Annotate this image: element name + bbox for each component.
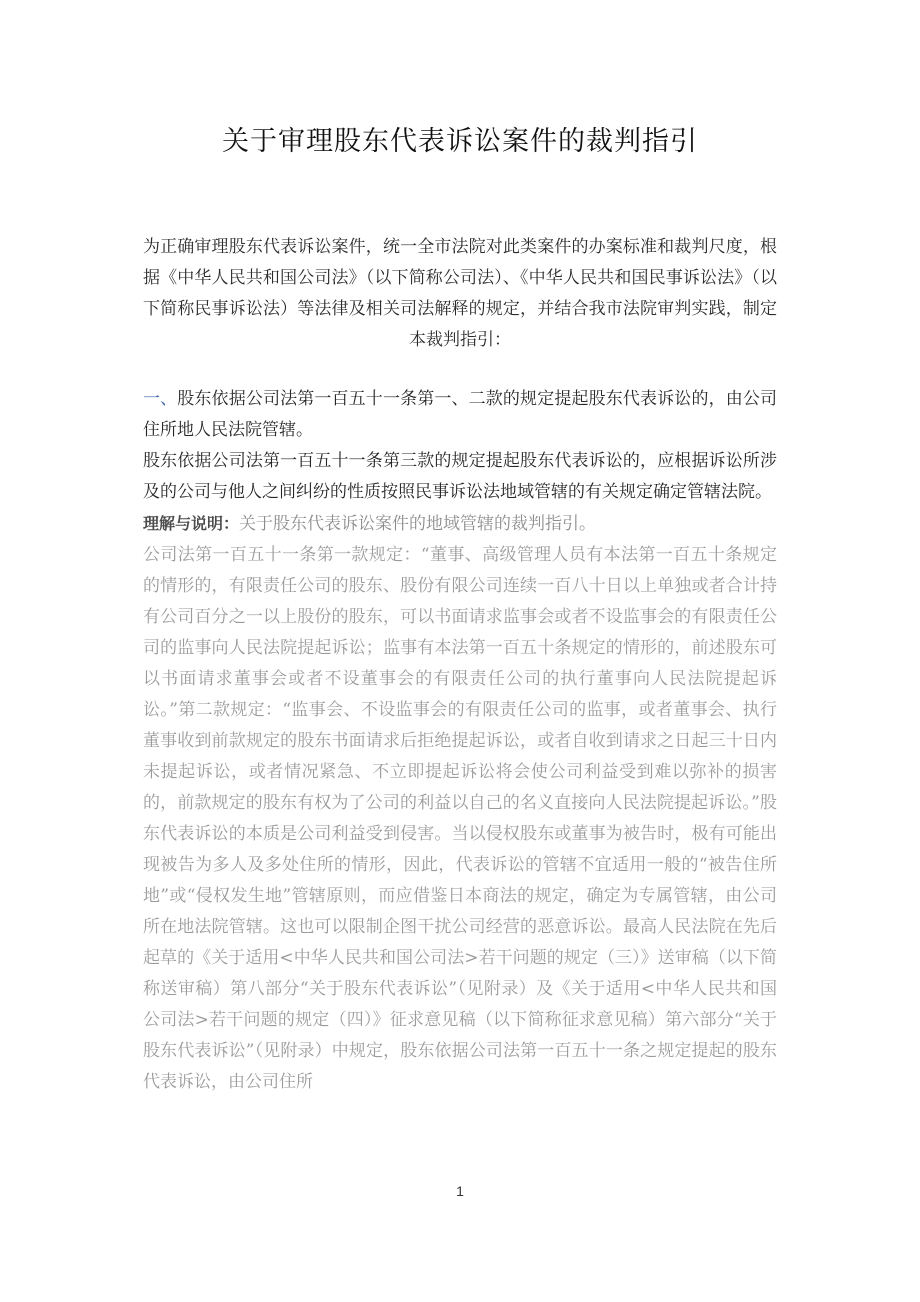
section-one [143, 384, 777, 1098]
explanation-summary: 关于股东代表诉讼案件的地域管辖的裁判指引。 [239, 514, 597, 534]
explanation-heading [143, 508, 777, 540]
explanation-label: 理解与说明： [143, 514, 240, 533]
section-one-paragraph-two: 股东依据公司法第一百五十一条第三款的规定提起股东代表诉讼的，应根据诉讼所涉及的公司与他人之间纠纷的性质按照民事诉讼法地域管辖的有关规定确定管辖法院。 [143, 451, 777, 502]
section-number: 一、 [143, 389, 178, 409]
section-one-rule [143, 384, 777, 446]
intro-paragraph: 为正确审理股东代表诉讼案件，统一全市法院对此类案件的办案标准和裁判尺度，根据《中华人民共和国公司法》（以下简称公司法）、《中华人民共和国民事诉讼法》（以下简称民事诉讼法）等法律及相关司法解释的规定，并结合我市法院审判实践，制定本裁判指引： [143, 237, 777, 350]
page-title: 关于审理股东代表诉讼案件的裁判指引 [222, 126, 698, 157]
explanation-body: 公司法第一百五十一条第一款规定：“董事、高级管理人员有本法第一百五十条规定的情形的，有限责任公司的股东、股份有限公司连续一百八十日以上单独或者合计持有公司百分之一以上股份的股东，可以书面请求监事会或者不设监事会的有限责任公司的监事向人民法院提起诉讼；监事有本法第一百五十条规定的情形的，前述股东可以书面请求董事会或者不设董事会的有限责任公司的执行董事向人民法院提起诉讼。”第二款规定：“监事会、不设监事会的有限责任公司的监事，或者董事会、执行董事收到前款规定的股东书面请求后拒绝提起诉讼，或者自收到请求之日起三十日内未提起诉讼，或者情况紧急、不立即提起诉讼将会使公司利益受到难以弥补的损害的，前款规定的股东有权为了公司的利益以自己的名义直接向人民法院提起诉讼。”股东代表诉讼的本质是公司利益受到侵害。当以侵权股东或董事为被告时，极有可能出现被告为多人及多处住所的情形，因此，代表诉讼的管辖不宜适用一般的“被告住所地”或“侵权发生地”管辖原则，而应借鉴日本商法的规定，确定为专属管辖，由公司所在地法院管辖。这也可以限制企图干扰公司经营的恶意诉讼。最高人民法院在先后起草的《关于适用<中华人民共和国公司法>若干问题的规定（三）》送审稿（以下简称送审稿）第八部分“关于股东代表诉讼”（见附录）及《关于适用<中华人民共和国公司法>若干问题的规定（四）》征求意见稿（以下简称征求意见稿）第六部分“关于股东代表诉讼”（见附录）中规定，股东依据公司法第一百五十一条之规定提起的股东代表诉讼，由公司住所 [143, 545, 777, 1092]
page-number: 1 [456, 1183, 464, 1199]
section-one-text: 股东依据公司法第一百五十一条第一、二款的规定提起股东代表诉讼的，由公司住所地人民法院管辖。 [143, 389, 778, 440]
